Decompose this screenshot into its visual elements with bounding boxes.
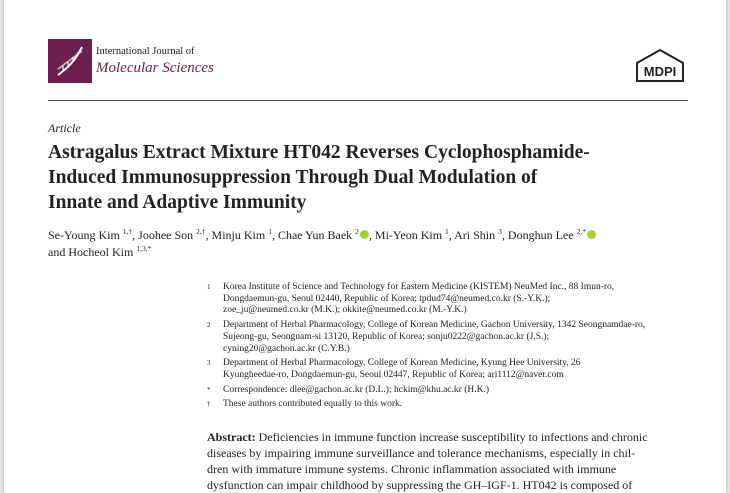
document-page [4, 0, 726, 493]
author-affiliation-mark: 1,† [122, 227, 133, 236]
abstract-first-line [207, 429, 707, 445]
author-name[interactable]: Hocheol Kim [68, 245, 134, 259]
orcid-icon[interactable] [587, 230, 596, 239]
abstract-line: dysfunction can impair childhood by suppressing the GH–IGF-1. HT042 is composed of [207, 478, 633, 492]
title-line: Innate and Adaptive Immunity [48, 192, 307, 213]
author-affiliation-mark: 1,3,* [136, 244, 152, 253]
affiliation-number: † [207, 400, 211, 409]
author-affiliation-mark: 1 [445, 227, 449, 236]
affiliation-list [207, 282, 707, 414]
abstract-text: Deficiencies in immune function increase susceptibility to infections and chronic [255, 430, 648, 444]
article-type: Article [48, 121, 81, 135]
author-name[interactable]: Donghun Lee [507, 228, 574, 242]
abstract [207, 429, 707, 493]
orcid-icon[interactable] [360, 230, 369, 239]
affiliation-text: These authors contributed equally to this work. [223, 399, 403, 410]
abstract-label: Abstract: [207, 430, 256, 444]
author-name[interactable]: Chae Yun Baek [277, 228, 353, 242]
author-name[interactable]: Minju Kim [211, 228, 266, 242]
author-separator: , [501, 228, 508, 242]
affiliation-text: Sujeong-gu, Seongnam-si 13120, Republic of Korea; sonju0222@gachon.ac.kr (J.S.); [223, 331, 550, 342]
title-line: Induced Immunosuppression Through Dual Modulation of [48, 167, 538, 188]
affiliation-number: 3 [207, 359, 211, 368]
dna-helix-icon [48, 39, 92, 83]
affiliation-item [207, 320, 707, 355]
affiliation-number: * [207, 385, 211, 394]
affiliation-text: cyning20@gachon.ac.kr (C.Y.B.) [223, 343, 350, 354]
affiliation-text: Department of Herbal Pharmacology, College of Korean Medicine, Kyung Hee University, 26 [223, 358, 581, 369]
author-prefix: and [48, 245, 69, 259]
affiliation-text: Korea Institute of Science and Technology for Eastern Medicine (KISTEM) NeuMed Inc., 88 Imun-ro, [223, 282, 615, 292]
publisher-name: MDPI [643, 64, 677, 79]
mdpi-logo [633, 48, 687, 84]
affiliation-item [207, 385, 707, 397]
author-line [48, 244, 708, 261]
author-separator: , [132, 228, 139, 242]
author-affiliation-mark: 2 [355, 227, 359, 236]
author-separator: , [205, 228, 212, 242]
author-line [48, 227, 708, 244]
author-name[interactable]: Se-Young Kim [48, 228, 120, 242]
affiliation-text: Correspondence: dlee@gachon.ac.kr (D.L.); hckim@khu.ac.kr (H.K.) [223, 384, 489, 395]
journal-name: Molecular Sciences [96, 60, 214, 76]
author-affiliation-mark: 3 [498, 227, 502, 236]
affiliation-text: Kyungheedae-ro, Dongdaemun-gu, Seoul 02447, Republic of Korea; ari1112@naver.com [223, 369, 564, 380]
journal-name-prefix: International Journal of [96, 46, 195, 57]
author-name[interactable]: Mi-Yeon Kim [374, 228, 443, 242]
abstract-line: dren with immature immune systems. Chronic inflammation associated with immune [207, 462, 617, 476]
author-separator: , [271, 228, 278, 242]
affiliation-number: 2 [207, 321, 211, 330]
affiliation-text: Department of Herbal Pharmacology, College of Korean Medicine, Gachon University, 1342 Seongnamdae-ro, [223, 320, 646, 331]
author-name[interactable]: Joohee Son [138, 228, 194, 242]
author-affiliation-mark: 1 [268, 227, 272, 236]
abstract-line: diseases by impairing immune surveillance and tolerance mechanisms, especially in chil- [207, 446, 636, 460]
affiliation-number: 1 [207, 283, 211, 291]
journal-logo [48, 39, 92, 83]
author-list [48, 227, 708, 261]
author-separator: , [368, 228, 375, 242]
author-separator: , [448, 228, 455, 242]
author-affiliation-mark: 2,* [576, 227, 586, 236]
affiliation-text: zoe_ju@neumed.co.kr (M.K.); okkite@neumed.co.kr (M.-Y.K.) [223, 305, 467, 316]
header-rule [48, 100, 688, 101]
affiliation-item [207, 358, 707, 381]
author-affiliation-mark: 2,† [196, 227, 206, 236]
article-title [48, 140, 698, 215]
affiliation-item [207, 399, 707, 411]
affiliation-item [207, 282, 707, 317]
title-line: Astragalus Extract Mixture HT042 Reverses Cyclophosphamide- [48, 142, 590, 163]
affiliation-text: Dongdaemun-gu, Seoul 02440, Republic of Korea; tpdud74@neumed.co.kr (S.-Y.K.); [223, 293, 551, 304]
author-name[interactable]: Ari Shin [454, 228, 496, 242]
